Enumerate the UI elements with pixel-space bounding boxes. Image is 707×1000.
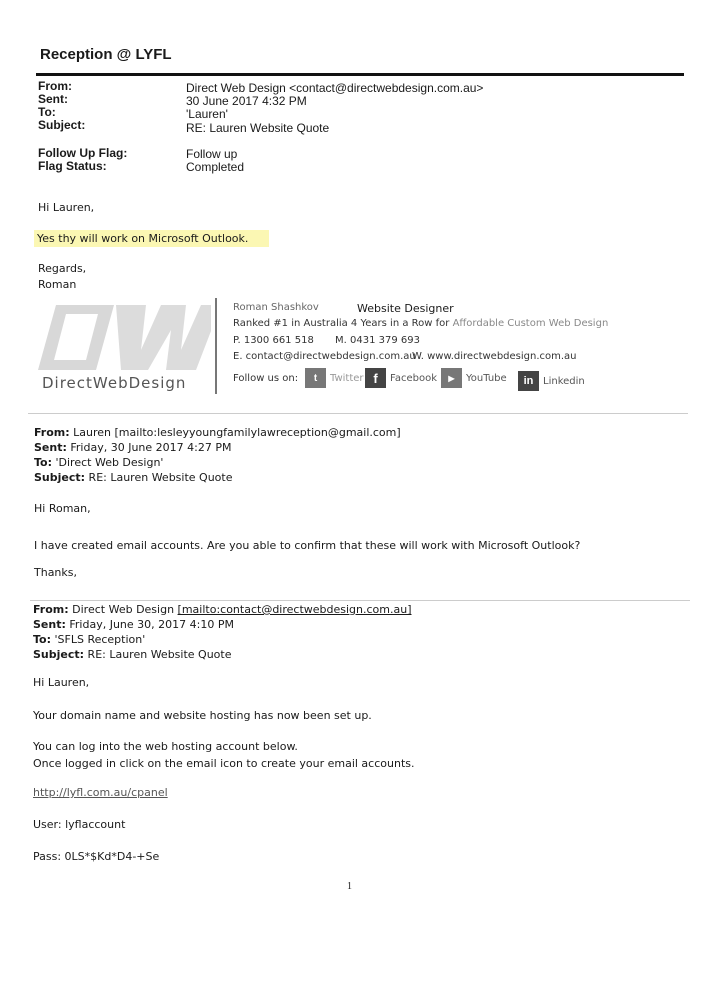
signature-divider (215, 298, 217, 394)
flag-status-value: Completed (186, 160, 245, 174)
to-value: 'Lauren' (186, 107, 228, 121)
email2-greeting: Hi Roman, (34, 502, 91, 515)
email3-to: To: 'SFLS Reception' (33, 633, 146, 646)
email3-subject: Subject: RE: Lauren Website Quote (33, 648, 232, 661)
signature-role: Website Designer (357, 302, 454, 315)
facebook-icon: f (365, 368, 386, 388)
title-divider (36, 73, 684, 76)
flag-status-label: Flag Status: (38, 159, 107, 173)
email2-from: From: Lauren [mailto:lesleyyoungfamilylawreception@gmail.com] (34, 426, 401, 439)
linkedin-icon: in (518, 371, 539, 391)
social-twitter[interactable]: t Twitter (305, 368, 364, 388)
email3-line2: You can log into the web hosting account below. (33, 740, 298, 753)
email3-greeting: Hi Lauren, (33, 676, 90, 689)
subject-label: Subject: (38, 118, 86, 132)
tagline-suffix: Affordable Custom Web Design (452, 318, 609, 329)
to-label: To: (38, 105, 56, 119)
closing: Regards, (38, 262, 87, 275)
sent-value: 30 June 2017 4:32 PM (186, 94, 307, 108)
from-value: Direct Web Design <contact@directwebdesign.com.au> (186, 81, 484, 95)
greeting: Hi Lauren, (38, 201, 95, 214)
signature-email: E. contact@directwebdesign.com.au (233, 351, 416, 362)
pass-credential: Pass: 0LS*$Kd*D4-+Se (33, 850, 160, 863)
email2-header (34, 425, 401, 485)
reply-body: Yes thy will work on Microsoft Outlook. (34, 230, 269, 247)
logo-wordmark: DirectWebDesign (42, 374, 187, 392)
email2-divider (28, 413, 688, 414)
email2-to: To: 'Direct Web Design' (34, 456, 164, 469)
signature-web: W. www.directwebdesign.com.au (412, 351, 577, 362)
signoff: Roman (38, 278, 77, 291)
email2-body: I have created email accounts. Are you able to confirm that these will work with Microsoft Outlook? (34, 539, 581, 552)
tagline-prefix: Ranked #1 in Australia 4 Years in a Row for (233, 318, 450, 329)
email2-closing: Thanks, (34, 566, 78, 579)
sent-label: Sent: (38, 92, 68, 106)
social-linkedin[interactable]: in Linkedin (518, 371, 585, 391)
social-facebook[interactable]: f Facebook (365, 368, 437, 388)
email3-mailto-link[interactable]: [mailto:contact@directwebdesign.com.au] (177, 603, 412, 616)
email3-sent: Sent: Friday, June 30, 2017 4:10 PM (33, 618, 234, 631)
email3-from: From: Direct Web Design [mailto:contact@directwebdesign.com.au] (33, 603, 412, 616)
email3-divider (30, 600, 690, 601)
twitter-icon: t (305, 368, 326, 388)
email3-header (33, 602, 412, 662)
youtube-icon: ▶ (441, 368, 462, 388)
signature-name: Roman Shashkov (233, 302, 319, 313)
user-credential: User: lyflaccount (33, 818, 126, 831)
email3-line3: Once logged in click on the email icon to create your email accounts. (33, 757, 415, 770)
email2-sent: Sent: Friday, 30 June 2017 4:27 PM (34, 441, 232, 454)
signature-phone: P. 1300 661 518 (233, 335, 314, 346)
signature-tagline (233, 318, 608, 329)
page-number: 1 (347, 881, 352, 892)
from-label: From: (38, 79, 72, 93)
page-title: Reception @ LYFL (40, 46, 172, 63)
email3-line1: Your domain name and website hosting has now been set up. (33, 709, 372, 722)
email2-subject: Subject: RE: Lauren Website Quote (34, 471, 233, 484)
dwd-logo (36, 300, 211, 396)
follow-label: Follow us on: (233, 373, 299, 384)
follow-up-flag-value: Follow up (186, 147, 238, 161)
signature-mobile: M. 0431 379 693 (335, 335, 420, 346)
cpanel-link[interactable]: http://lyfl.com.au/cpanel (33, 786, 168, 799)
subject-value: RE: Lauren Website Quote (186, 121, 330, 135)
follow-up-flag-label: Follow Up Flag: (38, 146, 128, 160)
social-youtube[interactable]: ▶ YouTube (441, 368, 507, 388)
